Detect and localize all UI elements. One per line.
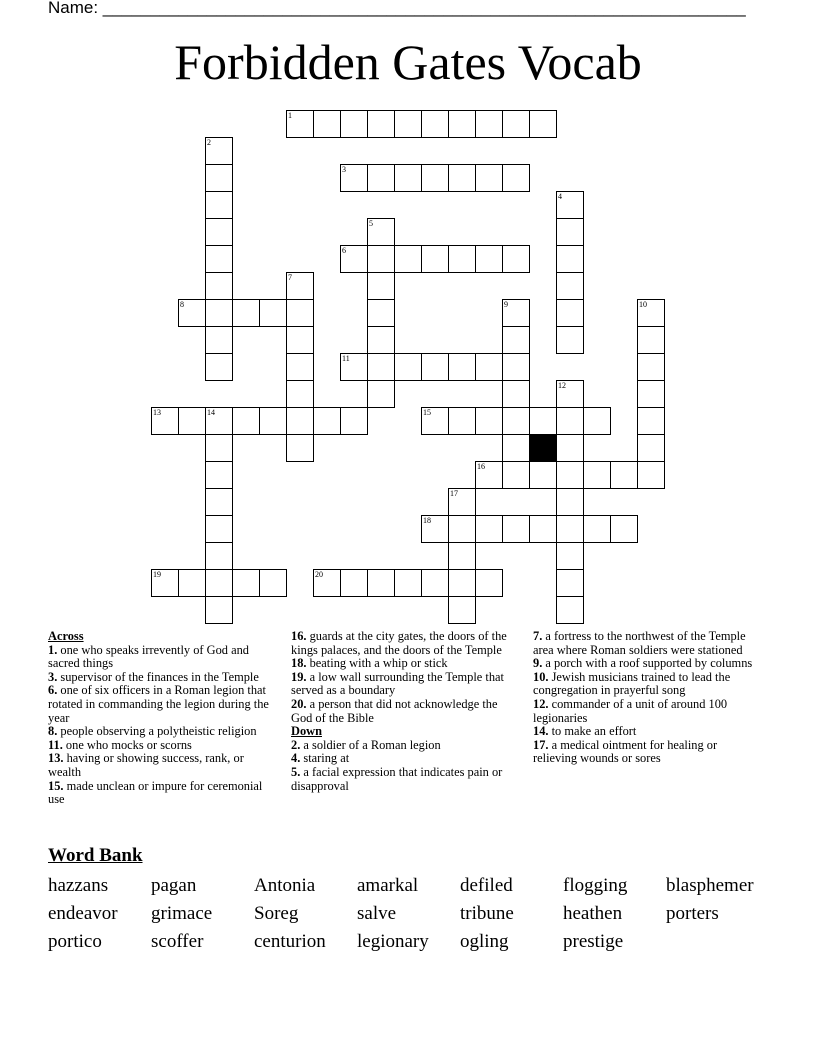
across-clue: 1. one who speaks irrevently of God and sacred things (48, 642, 249, 671)
crossword-cell[interactable] (475, 461, 503, 489)
crossword-cell[interactable] (556, 272, 584, 300)
crossword-cell[interactable] (367, 569, 395, 597)
crossword-cell[interactable] (394, 110, 422, 138)
crossword-cell[interactable] (394, 245, 422, 273)
crossword-cell[interactable] (421, 110, 449, 138)
crossword-cell[interactable] (340, 353, 368, 381)
crossword-cell[interactable] (448, 245, 476, 273)
crossword-cell[interactable] (502, 245, 530, 273)
word-bank-item: tribune (460, 903, 514, 924)
across-clue: 8. people observing a polytheistic religion (48, 724, 257, 739)
crossword-cell[interactable] (232, 407, 260, 435)
crossword-cell[interactable] (502, 407, 530, 435)
crossword-cell[interactable] (205, 515, 233, 543)
crossword-cell[interactable] (340, 164, 368, 192)
clues-column-1 (48, 630, 274, 807)
crossword-cell[interactable] (340, 569, 368, 597)
clues-column-3 (533, 630, 759, 766)
crossword-cell[interactable] (529, 110, 557, 138)
word-bank-item: centurion (254, 931, 326, 952)
word-bank-item: scoffer (151, 931, 204, 952)
crossword-cell[interactable] (286, 434, 314, 462)
crossword-cell[interactable] (556, 569, 584, 597)
crossword-cell[interactable] (502, 353, 530, 381)
crossword-cell[interactable] (502, 380, 530, 408)
name-field[interactable]: Name: ____________________________________________________________________ (48, 0, 746, 17)
across-clue: 18. beating with a whip or stick (291, 656, 448, 671)
across-clue: 20. a person that did not acknowledge the God of the Bible (291, 696, 498, 725)
down-clue: 12. commander of a unit of around 100 legionaries (533, 696, 728, 725)
word-bank-item: heathen (563, 903, 623, 924)
crossword-cell[interactable] (475, 407, 503, 435)
cell-number: 3 (342, 165, 346, 174)
crossword-cell[interactable] (556, 380, 584, 408)
crossword-cell[interactable] (448, 164, 476, 192)
cell-number: 17 (450, 489, 458, 498)
crossword-cell[interactable] (556, 434, 584, 462)
cell-number: 10 (639, 300, 647, 309)
cell-number: 13 (153, 408, 161, 417)
crossword-cell[interactable] (286, 353, 314, 381)
crossword-cell[interactable] (556, 326, 584, 354)
clues-column-2 (291, 630, 517, 793)
crossword-cell[interactable] (421, 245, 449, 273)
down-clue: 2. a soldier of a Roman legion (291, 737, 441, 752)
crossword-cell[interactable] (556, 407, 584, 435)
crossword-cell[interactable] (313, 110, 341, 138)
word-bank-item: prestige (563, 931, 624, 952)
crossword-cell[interactable] (556, 515, 584, 543)
crossword-cell[interactable] (205, 245, 233, 273)
crossword-cell[interactable] (637, 407, 665, 435)
cell-number: 9 (504, 300, 508, 309)
crossword-cell[interactable] (529, 461, 557, 489)
crossword-cell[interactable] (556, 245, 584, 273)
crossword-cell[interactable] (367, 299, 395, 327)
crossword-cell[interactable] (448, 407, 476, 435)
crossword-cell[interactable] (367, 353, 395, 381)
crossword-cell[interactable] (583, 461, 611, 489)
crossword-cell[interactable] (232, 299, 260, 327)
word-bank-item: Soreg (254, 903, 299, 924)
crossword-cell[interactable] (583, 407, 611, 435)
crossword-cell[interactable] (421, 164, 449, 192)
crossword-cell[interactable] (205, 488, 233, 516)
crossword-cell[interactable] (340, 245, 368, 273)
crossword-cell[interactable] (637, 434, 665, 462)
crossword-cell[interactable] (637, 380, 665, 408)
crossword-cell[interactable] (205, 272, 233, 300)
crossword-cell[interactable] (259, 407, 287, 435)
cell-number: 14 (207, 408, 215, 417)
crossword-cell[interactable] (502, 110, 530, 138)
crossword-cell[interactable] (367, 380, 395, 408)
crossword-cell[interactable] (286, 299, 314, 327)
crossword-cell[interactable] (556, 542, 584, 570)
crossword-cell[interactable] (421, 353, 449, 381)
crossword-cell[interactable] (421, 569, 449, 597)
crossword-cell[interactable] (205, 569, 233, 597)
across-clue: 16. guards at the city gates, the doors of the kings palaces, and the doors of the Temple (291, 629, 507, 657)
crossword-cell[interactable] (232, 569, 260, 597)
crossword-cell[interactable] (448, 569, 476, 597)
word-bank-item: salve (357, 903, 397, 924)
crossword-cell[interactable] (178, 569, 206, 597)
crossword-cell[interactable] (421, 515, 449, 543)
crossword-cell[interactable] (394, 164, 422, 192)
crossword-cell[interactable] (448, 488, 476, 516)
crossword-cell[interactable] (556, 191, 584, 219)
word-bank-item: pagan (151, 875, 197, 896)
crossword-cell[interactable] (178, 299, 206, 327)
crossword-cell[interactable] (205, 326, 233, 354)
crossword-cell[interactable] (556, 488, 584, 516)
crossword-cell[interactable] (286, 407, 314, 435)
word-bank-item: Antonia (254, 875, 316, 896)
word-bank-item: porters (666, 903, 719, 924)
cell-number: 1 (288, 111, 292, 120)
crossword-cell[interactable] (286, 272, 314, 300)
crossword-cell[interactable] (502, 299, 530, 327)
crossword-cell[interactable] (394, 569, 422, 597)
crossword-cell[interactable] (637, 326, 665, 354)
cell-number: 18 (423, 516, 431, 525)
crossword-cell[interactable] (205, 299, 233, 327)
crossword-cell[interactable] (313, 407, 341, 435)
cell-number: 7 (288, 273, 292, 282)
crossword-cell[interactable] (637, 353, 665, 381)
crossword-cell[interactable] (502, 326, 530, 354)
word-bank-item: portico (48, 931, 102, 952)
word-bank-item: hazzans (48, 875, 109, 896)
crossword-cell[interactable] (151, 569, 179, 597)
word-bank-item: endeavor (48, 903, 118, 924)
crossword-cell[interactable] (205, 191, 233, 219)
crossword-cell[interactable] (529, 515, 557, 543)
crossword-cell[interactable] (475, 353, 503, 381)
word-bank-item: defiled (460, 875, 513, 896)
down-clue: 7. a fortress to the northwest of the Temple area where Roman soldiers were stationed (533, 629, 746, 657)
crossword-cell[interactable] (637, 299, 665, 327)
down-clue: 14. to make an effort (533, 724, 637, 739)
crossword-cell[interactable] (367, 326, 395, 354)
crossword-cell[interactable] (286, 110, 314, 138)
cell-number: 20 (315, 570, 323, 579)
page-title: Forbidden Gates Vocab (174, 34, 642, 90)
across-clue: 19. a low wall surrounding the Temple that served as a boundary (291, 669, 504, 698)
across-clue: 3. supervisor of the finances in the Temple (48, 669, 259, 684)
crossword-cell[interactable] (205, 218, 233, 246)
crossword-cell[interactable] (367, 110, 395, 138)
crossword-cell[interactable] (475, 569, 503, 597)
across-clue: 6. one of six officers in a Roman legion that rotated in commanding the legion during the year (48, 683, 269, 725)
crossword-cell[interactable] (556, 218, 584, 246)
cell-number: 4 (558, 192, 562, 201)
down-clue: 5. a facial expression that indicates pain or disapproval (291, 764, 503, 793)
crossword-cell[interactable] (529, 407, 557, 435)
across-clue: 15. made unclean or impure for ceremonial use (48, 778, 263, 807)
cell-number: 11 (342, 354, 350, 363)
crossword-cell[interactable] (205, 353, 233, 381)
crossword-cell[interactable] (583, 515, 611, 543)
word-bank-item: ogling (460, 931, 509, 952)
crossword-cell[interactable] (205, 461, 233, 489)
crossword-cell[interactable] (259, 299, 287, 327)
crossword-cell[interactable] (556, 461, 584, 489)
cell-number: 5 (369, 219, 373, 228)
crossword-cell[interactable] (259, 569, 287, 597)
crossword-cell[interactable] (394, 353, 422, 381)
crossword-cell[interactable] (205, 542, 233, 570)
crossword-cell[interactable] (502, 164, 530, 192)
cell-number: 8 (180, 300, 184, 309)
crossword-cell[interactable] (610, 461, 638, 489)
crossword-cell[interactable] (340, 407, 368, 435)
crossword-cell[interactable] (178, 407, 206, 435)
cell-number: 12 (558, 381, 566, 390)
crossword-cell[interactable] (448, 596, 476, 624)
crossword-cell[interactable] (502, 434, 530, 462)
cell-number: 2 (207, 138, 211, 147)
crossword-cell[interactable] (475, 245, 503, 273)
crossword-cell[interactable] (448, 110, 476, 138)
crossword-cell[interactable] (367, 245, 395, 273)
crossword-cell[interactable] (610, 515, 638, 543)
crossword-cell[interactable] (205, 596, 233, 624)
crossword-cell[interactable] (475, 515, 503, 543)
crossword-cell[interactable] (556, 596, 584, 624)
crossword-cell[interactable] (151, 407, 179, 435)
word-bank-item: flogging (563, 875, 628, 896)
crossword-cell[interactable] (286, 326, 314, 354)
crossword-cell[interactable] (205, 137, 233, 165)
crossword-cell[interactable] (637, 461, 665, 489)
across-clue: 13. having or showing success, rank, or wealth (48, 751, 244, 779)
crossword-cell[interactable] (367, 218, 395, 246)
crossword-cell[interactable] (367, 272, 395, 300)
word-bank-item: grimace (151, 903, 213, 924)
down-clue: 10. Jewish musicians trained to lead the congregation in prayerful song (533, 669, 731, 698)
across-heading: Across (48, 629, 84, 643)
crossword-black-cell (529, 434, 557, 462)
down-clue: 17. a medical ointment for healing or relieving wounds or sores (533, 737, 718, 766)
crossword-cell[interactable] (205, 164, 233, 192)
crossword-cell[interactable] (475, 110, 503, 138)
down-heading: Down (291, 724, 322, 739)
crossword-cell[interactable] (448, 542, 476, 570)
crossword-cell[interactable] (556, 299, 584, 327)
crossword-cell[interactable] (502, 515, 530, 543)
crossword-cell[interactable] (448, 515, 476, 543)
crossword-cell[interactable] (205, 434, 233, 462)
down-clue: 9. a porch with a roof supported by columns (533, 656, 753, 671)
crossword-cell[interactable] (502, 461, 530, 489)
crossword-cell[interactable] (367, 164, 395, 192)
crossword-cell[interactable] (421, 407, 449, 435)
crossword-cell[interactable] (313, 569, 341, 597)
word-bank-item: amarkal (357, 875, 419, 896)
down-clue: 4. staring at (291, 751, 350, 766)
crossword-cell[interactable] (286, 380, 314, 408)
cell-number: 6 (342, 246, 346, 255)
crossword-cell[interactable] (475, 164, 503, 192)
cell-number: 15 (423, 408, 431, 417)
cell-number: 19 (153, 570, 161, 579)
word-bank-item: blasphemer (666, 875, 754, 896)
crossword-cell[interactable] (205, 407, 233, 435)
crossword-cell[interactable] (448, 353, 476, 381)
crossword-cell[interactable] (340, 110, 368, 138)
across-clue: 11. one who mocks or scorns (48, 737, 192, 752)
word-bank-item: legionary (357, 931, 429, 952)
word-bank-title: Word Bank (48, 845, 143, 866)
cell-number: 16 (477, 462, 485, 471)
